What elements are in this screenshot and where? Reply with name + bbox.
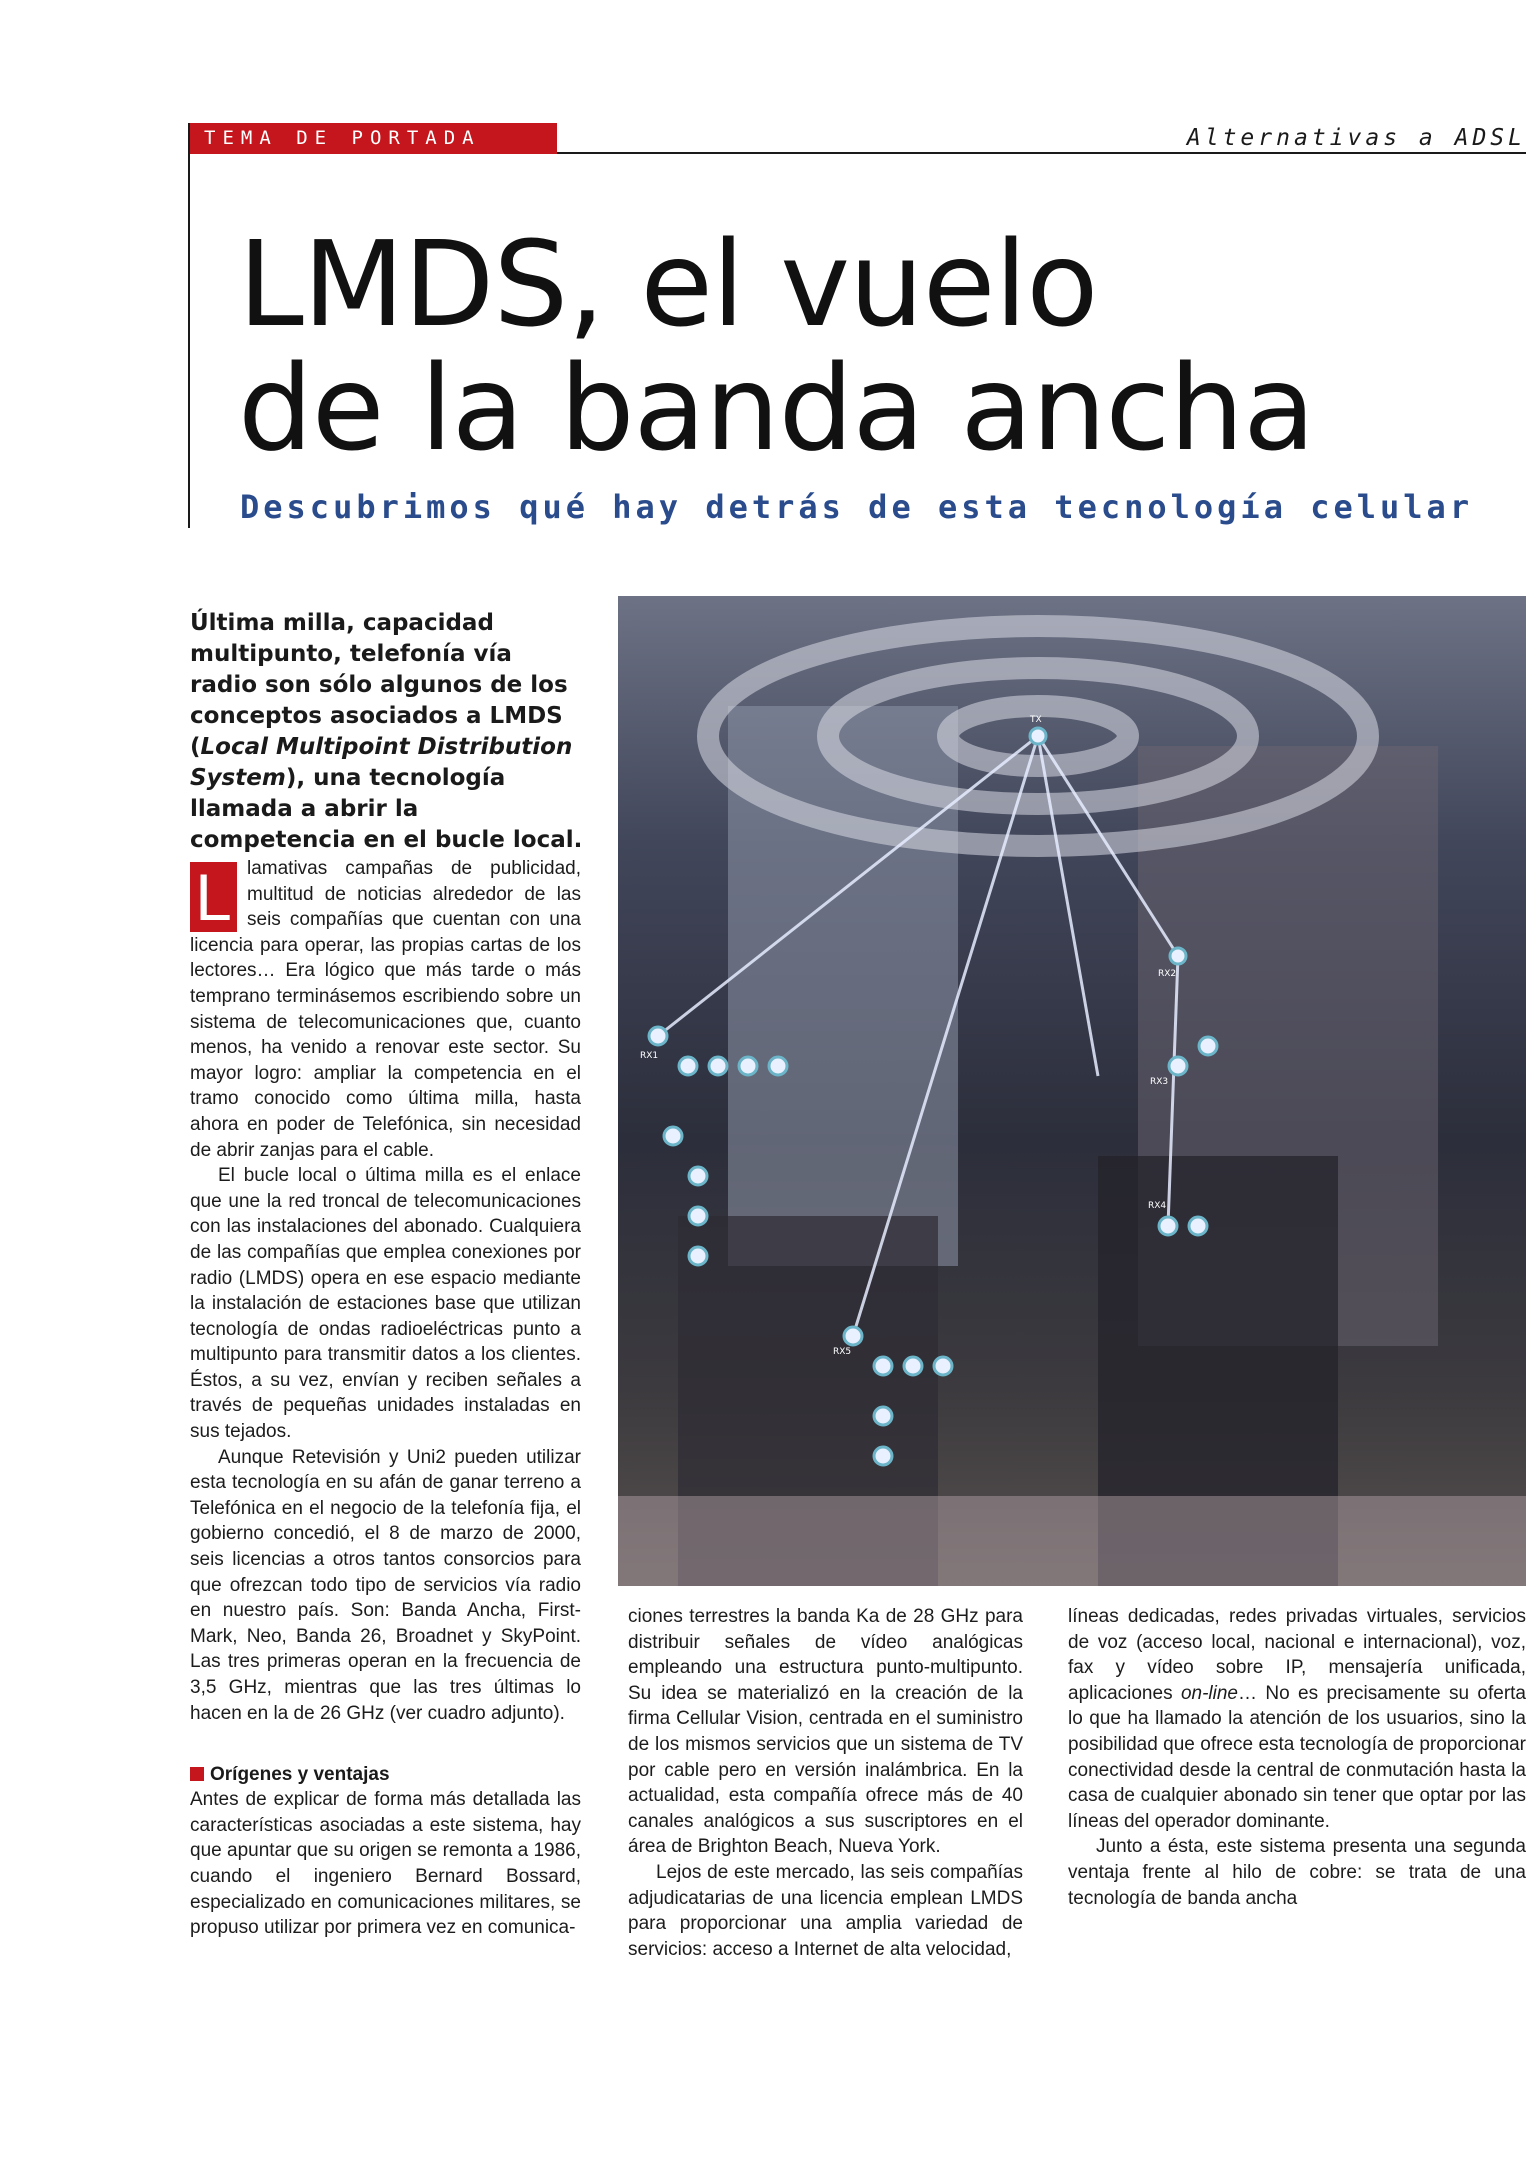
body-paragraph: Aunque Retevisión y Uni2 pueden utilizar esta tecnología en su afán de ganar terreno a Telefónica en el negocio de la telefonía fija, el gobierno concedió, el 8 de marzo de 2000, seis licencias a otros tantos consorcios para que ofrezcan todo tipo de servicios vía radio en nuestro país. Son: Banda Ancha, First-Mark, Neo, Banda 26, Broadnet y SkyPoint. Las tres primeras operan en la frecuencia de 3,5 GHz, mientras que las tres últimas lo hacen en la de 26 GHz (ver cuadro adjunto). [190, 1446, 581, 1724]
lead-paragraph [190, 608, 585, 856]
photo-illustration [618, 596, 1526, 1586]
node-17 [904, 1357, 922, 1375]
node-label-rx4: RX4 [1148, 1201, 1167, 1211]
node-16 [874, 1357, 892, 1375]
body-column-3 [1068, 1604, 1526, 1934]
photo-credit: Imagen cedida por SkyPoint [1209, 2132, 1526, 2156]
body-paragraph: El bucle local o última milla es el enlace que une la red troncal de telecomunicaciones con las instalaciones del abonado. Cualquiera de las compañías que emplea conexiones por radio (LMDS) opera en ese espacio mediante la instalación de estaciones base que utilizan tecnología de ondas radioeléctricas punto a multipunto para transmitir datos a los clientes. Éstos, a su vez, envían y reciben señales a través de pequeñas unidades instaladas en sus tejados. [190, 1165, 581, 1443]
paragraph-text: … No es precisamente su oferta lo que ha llamado la atención de los usuarios, sino la posibilidad que ofrece esta tecnología de proporcionar conectividad desde la central de conmutación hasta la casa de cualquier abonado sin tener que optar por las líneas del operador dominante. [1068, 1682, 1526, 1832]
title-side-rule [188, 123, 190, 528]
node-label-rx5: RX5 [833, 1347, 852, 1357]
node-5 [769, 1057, 787, 1075]
body-column-2 [628, 1604, 1023, 1962]
node-1 [649, 1027, 667, 1045]
lead-emphasis: Local Multipoint Distribution System [190, 734, 573, 791]
node-4 [739, 1057, 757, 1075]
street-lights [618, 1496, 1526, 1586]
node-3 [709, 1057, 727, 1075]
paragraph-emphasis: on-line [1180, 1682, 1238, 1704]
body-paragraph: ciones terrestres la banda Ka de 28 GHz para distribuir señales de vídeo analógicas empleando una estructura punto-multipunto. Su idea se materializó en la creación de la firma Cellular Vision, centrada en el suministro de los mismos servicios que un sistema de TV por cable pero en versión inalámbrica. En la actualidad, esta compañía ofrece más de 40 canales analógicos a sus suscriptores en el área de Brighton Beach, Nueva York. [628, 1606, 1023, 1858]
node-7 [689, 1167, 707, 1185]
node-20 [874, 1447, 892, 1465]
section-label: TEMA DE PORTADA [190, 123, 557, 154]
node-15 [844, 1327, 862, 1345]
node-13 [1159, 1217, 1177, 1235]
node-10 [1170, 948, 1186, 964]
node-19 [874, 1407, 892, 1425]
drop-cap: L [190, 862, 237, 932]
body-paragraph: Lejos de este mercado, las seis compañías adjudicatarias de una licencia emplean LMDS para proporcionar una amplia variedad de servicios: acceso a Internet de alta velocidad, [628, 1861, 1023, 1960]
headline-line-1: LMDS, el vuelo [238, 215, 1098, 353]
body-paragraph [1068, 1604, 1526, 1834]
body-paragraph [190, 856, 581, 1163]
square-bullet-icon [190, 1767, 204, 1781]
node-2 [679, 1057, 697, 1075]
node-label-rx3: RX3 [1150, 1077, 1169, 1087]
node-label-rx2: RX2 [1158, 969, 1177, 979]
lead-text-2: ), una tecnología llamada a abrir la competencia en el bucle local. [190, 765, 583, 853]
paragraph-text: lamativas campañas de publicidad, multitud de noticias alrededor de las seis compañías que cuentan con una licencia para operar, las propias cartas de los lectores… Era lógico que más tarde o más temprano terminásemos escribiendo sobre un sistema de telecomunicaciones que, cuanto menos, ha venido a renovar este sector. Su mayor logro: ampliar la competencia en el tramo conocido como última milla, hasta ahora en poder de Telefónica, sin necesidad de abrir zanjas para el cable. [190, 858, 581, 1161]
section-heading [190, 1762, 581, 1787]
body-paragraph: Antes de explicar de forma más detallada las características asociadas a este sistema, hay que apuntar que su origen se remonta a 1986, cuando el ingeniero Bernard Bossard, especializado en comunicaciones militares, se propuso utilizar por primera vez en comunica- [190, 1789, 581, 1939]
node-12 [1199, 1037, 1217, 1055]
section-heading-text: Orígenes y ventajas [210, 1764, 390, 1786]
node-6 [664, 1127, 682, 1145]
base-station [1030, 728, 1046, 744]
node-label-rx1: RX1 [640, 1051, 659, 1061]
node-14 [1189, 1217, 1207, 1235]
kicker: Alternativas a ADSL [1186, 125, 1526, 151]
node-9 [689, 1247, 707, 1265]
node-11 [1169, 1057, 1187, 1075]
node-8 [689, 1207, 707, 1225]
node-18 [934, 1357, 952, 1375]
body-column-1 [190, 856, 581, 1941]
body-paragraph: Junto a ésta, este sistema presenta una segunda ventaja frente al hilo de cobre: se trata de una tecnología de banda ancha [1068, 1836, 1526, 1909]
subtitle: Descubrimos qué hay detrás de esta tecnología celular [240, 488, 1474, 526]
headline-line-2: de la banda ancha [238, 339, 1315, 477]
node-label-tx: TX [1030, 715, 1042, 725]
header-rule [557, 152, 1526, 154]
page-title [238, 215, 1526, 477]
lead-text-1: Última milla, capacidad multipunto, telefonía vía radio son sólo algunos de los conceptos asociados a LMDS ( [190, 610, 568, 760]
paragraph-text: líneas dedicadas, redes privadas virtuales, servicios de voz (acceso local, nacional e internacional), voz, fax y vídeo sobre IP, mensajería unificada, aplicaciones [1068, 1606, 1526, 1704]
